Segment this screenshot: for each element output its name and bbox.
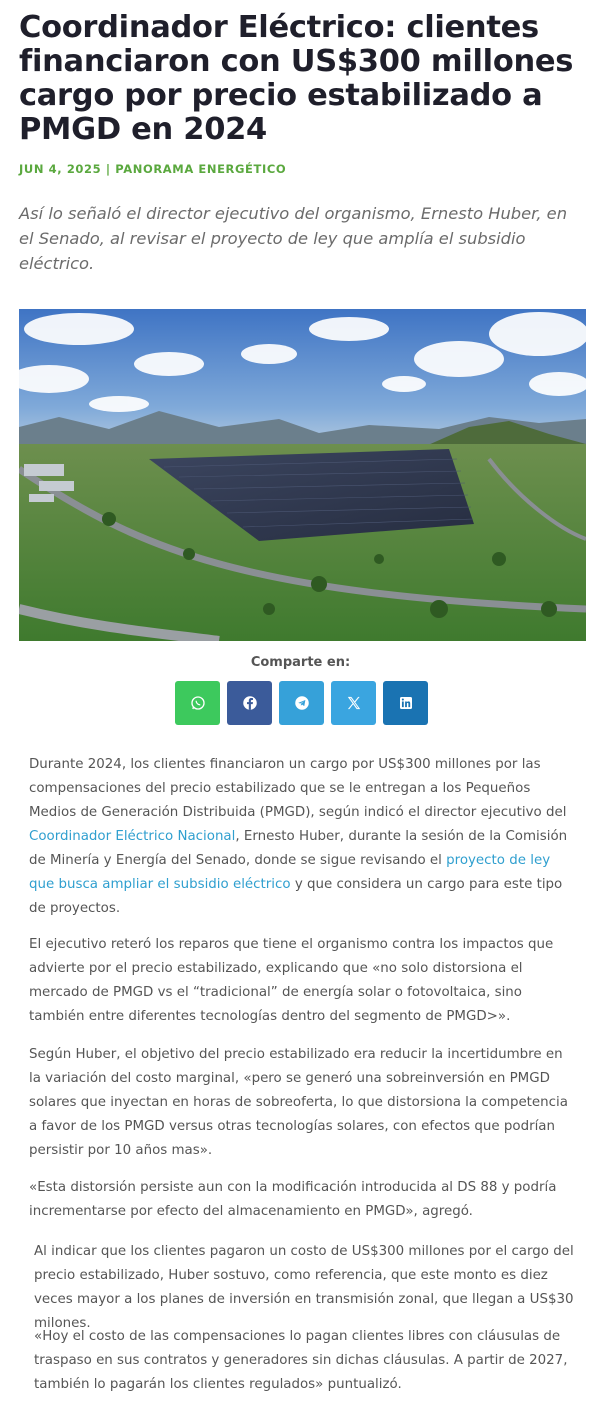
share-buttons [175, 681, 428, 725]
share-label: Comparte en: [250, 655, 351, 670]
paragraph-text: Durante 2024, los clientes financiaron un cargo por US$300 millones por las compensaciones del precio estabilizado que se le entregan a los Pequeños Medios de Generación Distribuida (PMGD), según indicó el director ejecutivo del [29, 757, 567, 820]
aerial-solar-farm-photo [19, 309, 586, 641]
article-title: Coordinador Eléctrico: clientes financiaron con US$300 millones cargo por precio estabilizado a PMGD en 2024 [19, 10, 574, 147]
hero-image [19, 309, 586, 641]
paragraph-text: , Ernesto Huber, durante la sesión de la Comisión de Minería y Energía del Senado, donde se sigue revisando el [29, 829, 568, 868]
article-paragraph-4: «Esta distorsión persiste aun con la modificación introducida al DS 88 y podría incrementarse por efecto del almacenamiento en PMGD», agregó. [29, 1180, 557, 1219]
x-icon [345, 694, 363, 712]
article-paragraph-3: Según Huber, el objetivo del precio estabilizado era reducir la incertidumbre en la variación del costo marginal, «pero se generó una sobreinversión en PMGD solares que inyectan en horas de sobreoferta, lo que distorsiona la competencia a favor de los PMGD versus otras tecnologías solares, con efectos que podrían persistir por 10 años mas». [29, 1047, 568, 1158]
proyecto-de-ley-link[interactable]: proyecto de ley que busca ampliar el subsidio eléctrico [29, 853, 551, 892]
whatsapp-icon [189, 694, 207, 712]
category-link[interactable]: PANORAMA ENERGÉTICO [115, 162, 287, 176]
article-paragraph-2: El ejecutivo reteró los reparos que tiene el organismo contra los impactos que advierte por el precio estabilizado, explicando que «no solo distorsiona el mercado de PMGD vs el “tradicional” de energía solar o fotovoltaica, sino también entre diferentes tecnologías dentro del segmento de PMGD>». [29, 937, 554, 1024]
x-share-button[interactable] [331, 681, 376, 725]
article-paragraph-5: Al indicar que los clientes pagaron un costo de US$300 millones por el cargo del precio estabilizado, Huber sostuvo, como referencia, que este monto es diez veces mayor a los planes de inversión en transmisión zonal, que llegan a US$30 milones. [34, 1244, 574, 1331]
paragraph-text: y que considera un cargo para este tipo de proyectos. [29, 877, 563, 916]
meta-separator: | [101, 162, 116, 176]
linkedin-share-button[interactable] [383, 681, 428, 725]
coordinador-link[interactable]: Coordinador Eléctrico Nacional [29, 829, 236, 844]
linkedin-icon [397, 694, 415, 712]
telegram-share-button[interactable] [279, 681, 324, 725]
telegram-icon [293, 694, 311, 712]
article-meta [19, 162, 286, 176]
article-paragraph-1 [29, 753, 577, 921]
article-lead: Así lo señaló el director ejecutivo del organismo, Ernesto Huber, en el Senado, al revisar el proyecto de ley que amplía el subsidio eléctrico. [19, 204, 568, 273]
facebook-share-button[interactable] [227, 681, 272, 725]
whatsapp-share-button[interactable] [175, 681, 220, 725]
facebook-icon [241, 694, 259, 712]
article-date: JUN 4, 2025 [19, 162, 102, 176]
article-paragraph-6: «Hoy el costo de las compensaciones lo pagan clientes libres con cláusulas de traspaso en sus contratos y generadores sin dichas cláusulas. A partir de 2027, también lo pagarán los clientes regulados» puntualizó. [34, 1329, 568, 1392]
